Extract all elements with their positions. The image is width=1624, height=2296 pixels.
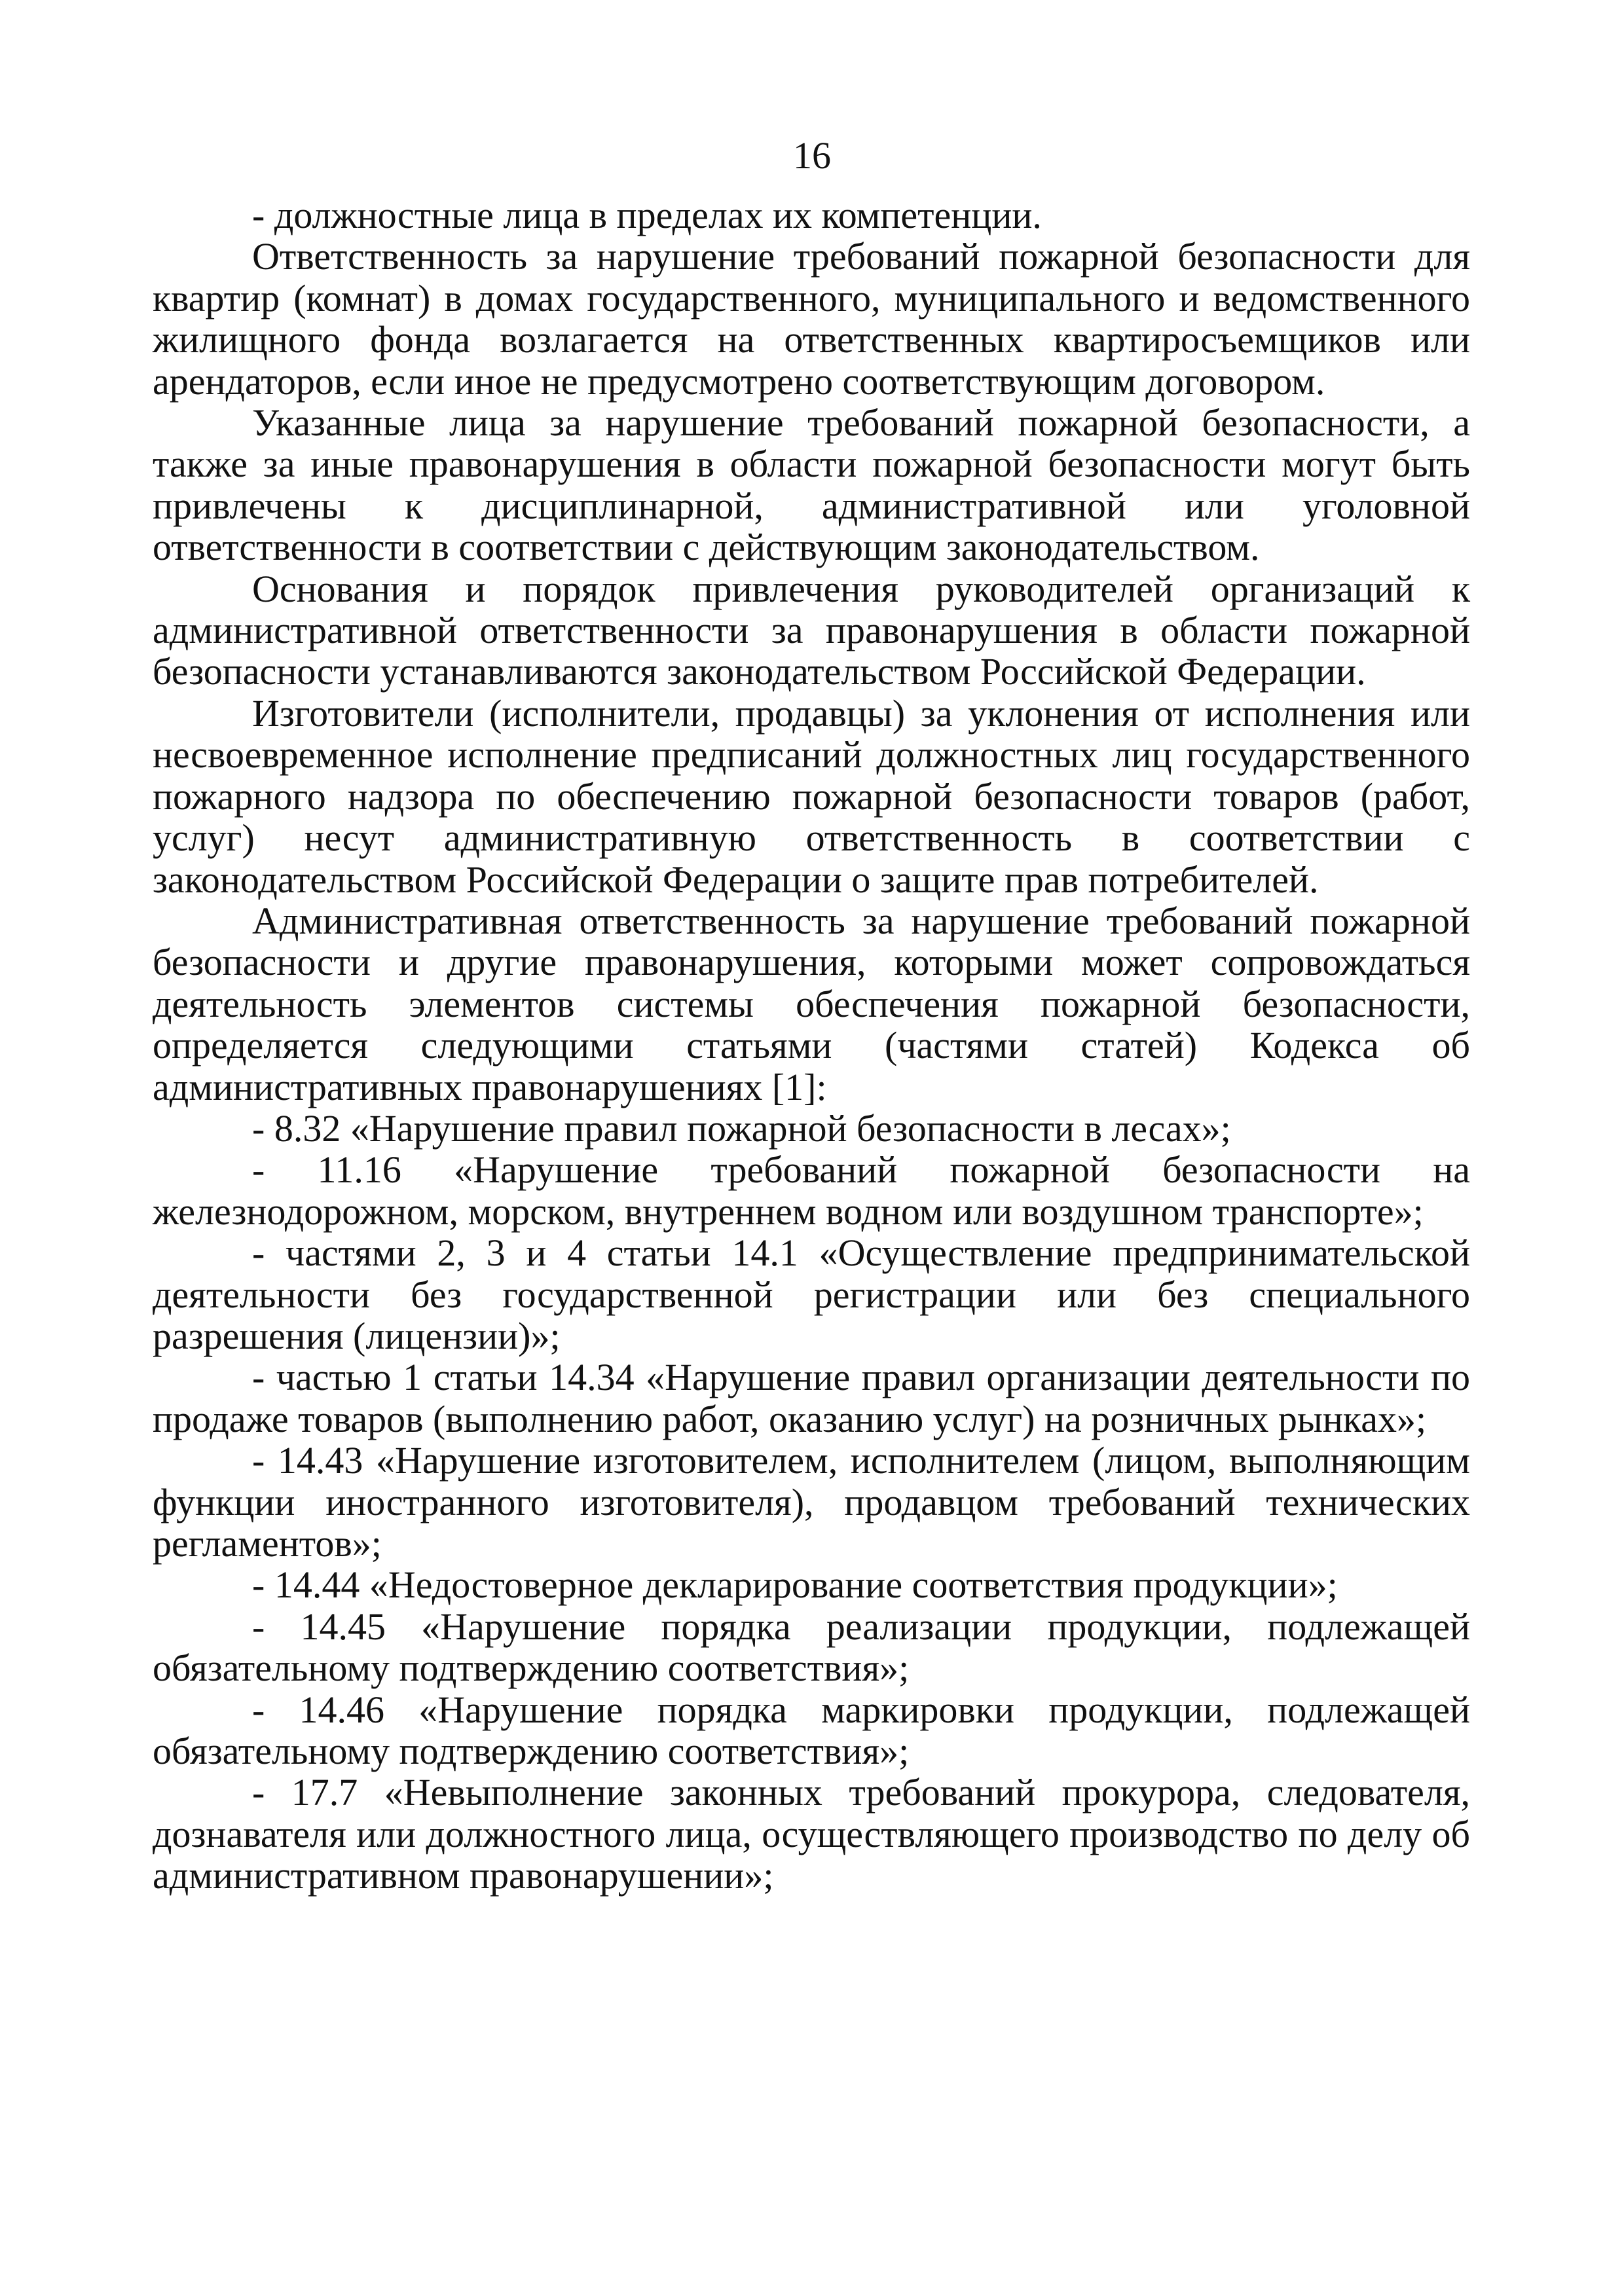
list-item-14-45: - 14.45 «Нарушение порядка реализации продукции, подлежащей обязательному подтверждению соответствия»; (153, 1605, 1470, 1690)
list-item-11-16: - 11.16 «Нарушение требований пожарной безопасности на железнодорожном, морском, внутреннем водном или воздушном транспорте»; (153, 1148, 1470, 1233)
list-item-14-43: - 14.43 «Нарушение изготовителем, исполнителем (лицом, выполняющим функции иностранного изготовителя), продавцом требований технических регламентов»; (153, 1439, 1470, 1565)
list-item-14-1: - частями 2, 3 и 4 статьи 14.1 «Осуществление предпринимательской деятельности без государственной регистрации или без специального разрешения (лицензии)»; (153, 1231, 1470, 1357)
list-item-8-32: - 8.32 «Нарушение правил пожарной безопасности в лесах»; (252, 1106, 1231, 1150)
page-number: 16 (793, 134, 831, 177)
paragraph-tenant-responsibility: Ответственность за нарушение требований пожарной безопасности для квартир (комнат) в домах государственного, муниципального и ведомственного жилищного фонда возлагается на ответственных квартиросъемщиков или арендаторов, если иное не предусмотрено соответствующим договором. (153, 235, 1470, 403)
list-item-14-44: - 14.44 «Недостоверное декларирование соответствия продукции»; (252, 1563, 1338, 1607)
paragraph-administrative-code: Административная ответственность за нарушение требований пожарной безопасности и другие правонарушения, которыми может сопровождаться деятельность элементов системы обеспечения пожарной безопасности, определяется следующими статьями (частями статей) Кодекса об административных правонарушениях [1]: (153, 899, 1470, 1108)
list-item-14-34: - частью 1 статьи 14.34 «Нарушение правил организации деятельности по продаже товаров (выполнению работ, оказанию услуг) на розничных рынках»; (153, 1356, 1470, 1440)
paragraph-officials: - должностные лица в пределах их компетенции. (252, 194, 1042, 236)
paragraph-liability-types: Указанные лица за нарушение требований пожарной безопасности, а также за иные правонарушения в области пожарной безопасности могут быть привлечены к дисциплинарной, административной или уголовной ответственности в соответствии с действующим законодательством. (153, 401, 1470, 569)
paragraph-manufacturers-liability: Изготовители (исполнители, продавцы) за уклонения от исполнения или несвоевременное исполнение предписаний должностных лиц государственного пожарного надзора по обеспечению пожарной безопасности товаров (работ, услуг) несут административную ответственность в соответствии с законодательством Российской Федерации о защите прав потребителей. (153, 691, 1470, 901)
list-item-17-7: - 17.7 «Невыполнение законных требований прокурора, следователя, дознавателя или должностного лица, осуществляющего производство по делу об административном правонарушении»; (153, 1771, 1470, 1897)
paragraph-managers-liability: Основания и порядок привлечения руководителей организаций к административной ответственности за правонарушения в области пожарной безопасности устанавливаются законодательством Российской Федерации. (153, 567, 1470, 693)
list-item-14-46: - 14.46 «Нарушение порядка маркировки продукции, подлежащей обязательному подтверждению соответствия»; (153, 1688, 1470, 1773)
document-body (153, 194, 1470, 1897)
